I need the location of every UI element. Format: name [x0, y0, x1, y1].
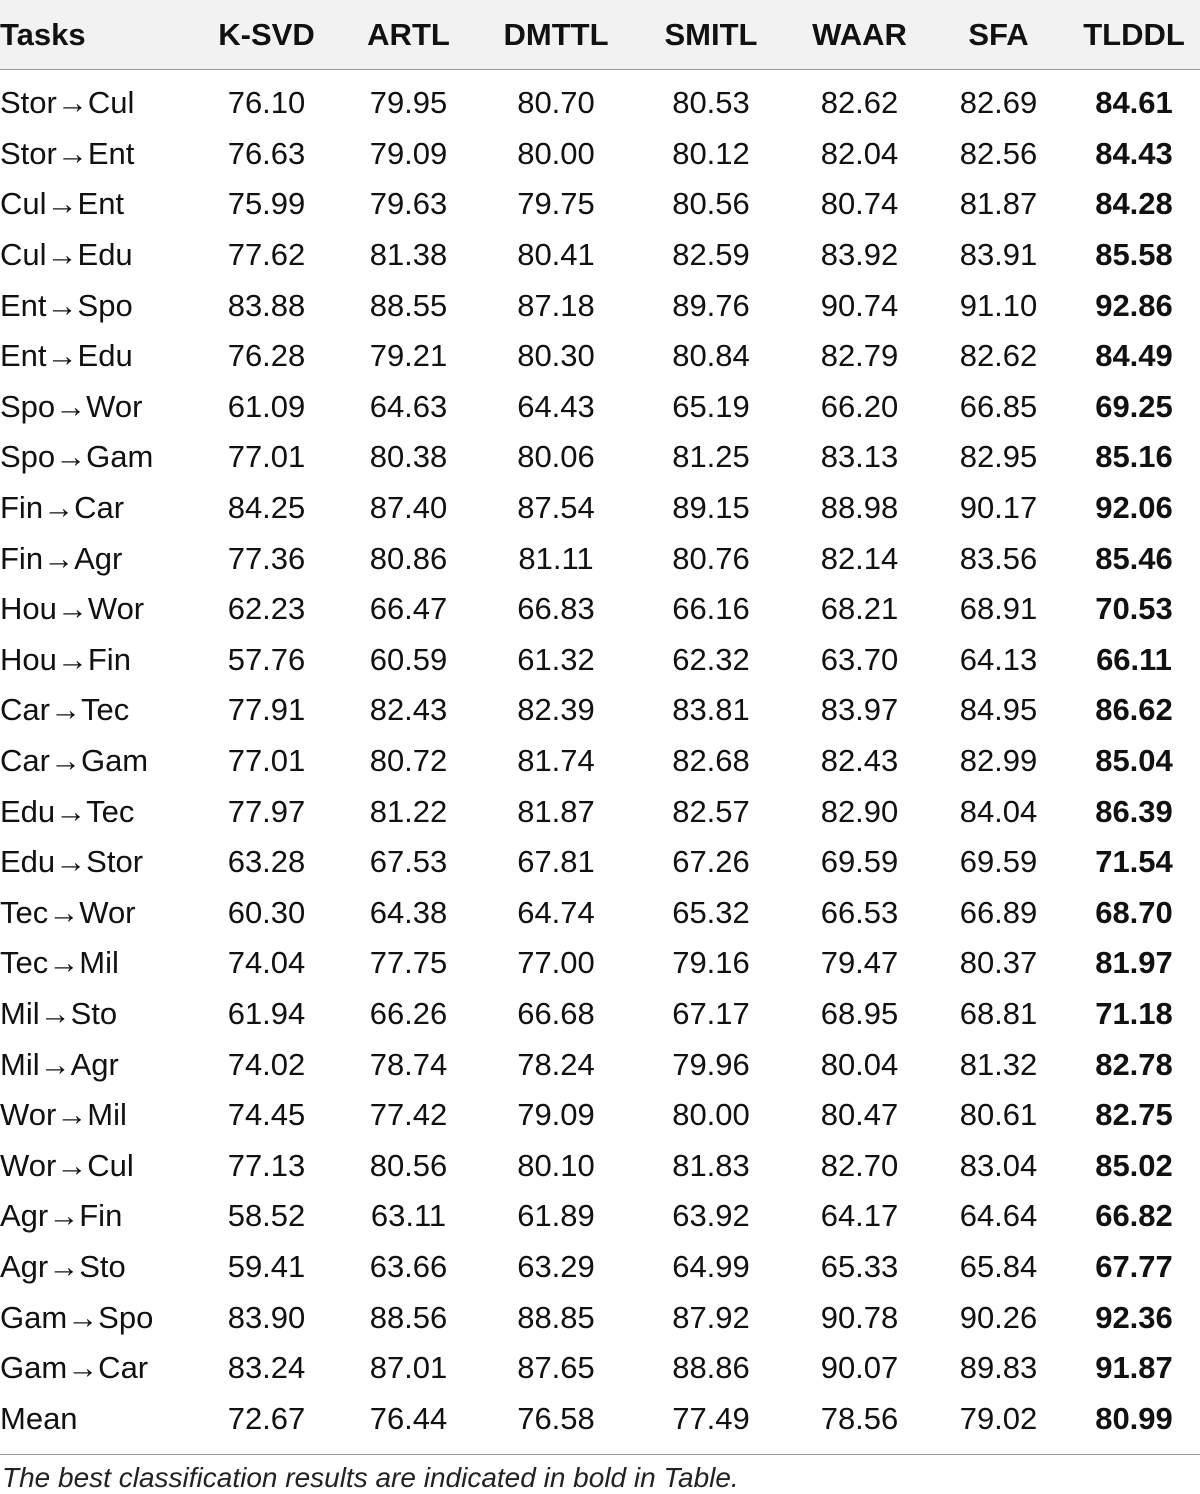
value-cell: 76.58	[517, 1400, 595, 1436]
value-cell: 82.56	[959, 135, 1038, 171]
value-cell: 78.24	[517, 1046, 595, 1082]
value-cell: 74.45	[227, 1097, 306, 1133]
value-cell: 77.00	[517, 945, 595, 981]
value-cell: 83.81	[672, 692, 750, 728]
value-cell: 88.85	[517, 1299, 595, 1335]
value-cell: 81.25	[672, 439, 750, 475]
value-cell: 66.85	[959, 388, 1038, 424]
column-header-ksvd: K-SVD	[218, 17, 315, 52]
value-cell: 80.56	[369, 1147, 448, 1183]
task-cell: Wor→Cul	[0, 1147, 134, 1183]
value-cell: 80.00	[517, 135, 595, 171]
task-cell: Edu→Tec	[0, 793, 135, 829]
value-cell: 84.25	[227, 490, 306, 526]
value-cell: 79.96	[672, 1046, 750, 1082]
value-cell: 88.55	[369, 287, 448, 323]
best-value-cell: 71.18	[1095, 995, 1173, 1031]
best-value-cell: 68.70	[1095, 894, 1173, 930]
value-cell: 83.24	[227, 1350, 306, 1386]
value-cell: 66.53	[820, 894, 899, 930]
value-cell: 89.83	[959, 1350, 1038, 1386]
best-value-cell: 66.11	[1096, 641, 1172, 677]
value-cell: 83.97	[820, 692, 899, 728]
best-value-cell: 82.75	[1095, 1097, 1173, 1133]
task-cell: Stor→Cul	[0, 85, 135, 121]
value-cell: 72.67	[227, 1400, 306, 1436]
best-value-cell: 85.46	[1095, 540, 1173, 576]
task-cell: Fin→Car	[0, 490, 125, 526]
value-cell: 68.91	[959, 591, 1038, 627]
task-cell: Car→Tec	[0, 692, 130, 728]
value-cell: 77.01	[227, 743, 306, 779]
table-row	[0, 1343, 1200, 1394]
value-cell: 79.16	[672, 945, 750, 981]
best-value-cell: 92.36	[1095, 1299, 1173, 1335]
best-value-cell: 69.25	[1095, 388, 1173, 424]
table-row	[0, 129, 1200, 180]
value-cell: 83.92	[820, 237, 899, 273]
value-cell: 80.61	[959, 1097, 1038, 1133]
table-row	[0, 736, 1200, 787]
value-cell: 75.99	[227, 186, 306, 222]
value-cell: 77.36	[227, 540, 306, 576]
task-cell: Ent→Spo	[0, 287, 133, 323]
best-value-cell: 84.28	[1095, 186, 1173, 222]
task-cell: Edu→Stor	[0, 844, 144, 880]
value-cell: 64.63	[369, 388, 448, 424]
best-value-cell: 81.97	[1095, 945, 1173, 981]
value-cell: 82.39	[517, 692, 595, 728]
table-footnote: The best classification results are indicated in bold in Table.	[2, 1462, 739, 1493]
value-cell: 80.76	[672, 540, 750, 576]
value-cell: 89.76	[672, 287, 750, 323]
column-header-smitl: SMITL	[664, 17, 758, 52]
value-cell: 87.92	[672, 1299, 750, 1335]
mean-row	[0, 1393, 1200, 1444]
task-cell: Mil→Agr	[0, 1046, 119, 1082]
value-cell: 79.75	[517, 186, 595, 222]
table-body	[0, 70, 1200, 1444]
value-cell: 66.16	[672, 591, 750, 627]
task-cell: Spo→Gam	[0, 439, 154, 475]
value-cell: 58.52	[227, 1198, 306, 1234]
value-cell: 66.83	[517, 591, 595, 627]
table-row	[0, 432, 1200, 483]
value-cell: 68.21	[820, 591, 899, 627]
value-cell: 59.41	[227, 1248, 306, 1284]
task-cell: Stor→Ent	[0, 135, 135, 171]
value-cell: 80.53	[672, 85, 750, 121]
value-cell: 80.84	[672, 338, 750, 374]
value-cell: 83.04	[959, 1147, 1038, 1183]
table-row	[0, 331, 1200, 382]
value-cell: 61.32	[517, 641, 595, 677]
value-cell: 61.09	[227, 388, 306, 424]
task-cell: Mean	[0, 1400, 78, 1436]
header-row	[0, 0, 1200, 70]
value-cell: 87.40	[369, 490, 448, 526]
value-cell: 88.98	[820, 490, 899, 526]
value-cell: 80.06	[517, 439, 595, 475]
task-cell: Ent→Edu	[0, 338, 133, 374]
value-cell: 90.78	[820, 1299, 899, 1335]
value-cell: 61.89	[517, 1198, 595, 1234]
best-value-cell: 84.61	[1095, 85, 1173, 121]
value-cell: 64.17	[820, 1198, 899, 1234]
value-cell: 90.07	[820, 1350, 899, 1386]
best-value-cell: 70.53	[1095, 591, 1173, 627]
value-cell: 82.79	[820, 338, 899, 374]
task-cell: Spo→Wor	[0, 388, 143, 424]
column-header-sfa: SFA	[968, 17, 1029, 52]
best-value-cell: 92.86	[1095, 287, 1173, 323]
value-cell: 76.63	[227, 135, 306, 171]
value-cell: 79.63	[369, 186, 448, 222]
table-row	[0, 70, 1200, 129]
value-cell: 69.59	[820, 844, 899, 880]
value-cell: 67.26	[672, 844, 750, 880]
value-cell: 87.65	[517, 1350, 595, 1386]
value-cell: 80.37	[959, 945, 1038, 981]
value-cell: 69.59	[959, 844, 1038, 880]
value-cell: 87.54	[517, 490, 595, 526]
best-value-cell: 71.54	[1095, 844, 1173, 880]
value-cell: 80.10	[517, 1147, 595, 1183]
value-cell: 60.30	[227, 894, 306, 930]
task-cell: Gam→Spo	[0, 1299, 154, 1335]
value-cell: 83.90	[227, 1299, 306, 1335]
value-cell: 80.72	[369, 743, 448, 779]
value-cell: 77.01	[227, 439, 306, 475]
value-cell: 79.09	[369, 135, 448, 171]
best-value-cell: 85.04	[1095, 743, 1173, 779]
value-cell: 81.87	[959, 186, 1038, 222]
value-cell: 87.01	[369, 1350, 448, 1386]
best-value-cell: 82.78	[1095, 1046, 1173, 1082]
table-row	[0, 685, 1200, 736]
table-row	[0, 533, 1200, 584]
value-cell: 84.95	[959, 692, 1038, 728]
value-cell: 63.29	[517, 1248, 595, 1284]
value-cell: 89.15	[672, 490, 750, 526]
table-row	[0, 584, 1200, 635]
value-cell: 80.86	[369, 540, 448, 576]
value-cell: 82.62	[959, 338, 1038, 374]
task-cell: Cul→Ent	[0, 186, 125, 222]
value-cell: 60.59	[369, 641, 448, 677]
value-cell: 76.28	[227, 338, 306, 374]
value-cell: 88.56	[369, 1299, 448, 1335]
value-cell: 63.92	[672, 1198, 750, 1234]
value-cell: 67.81	[517, 844, 595, 880]
value-cell: 63.11	[370, 1198, 447, 1234]
value-cell: 66.26	[369, 995, 448, 1031]
value-cell: 63.28	[227, 844, 306, 880]
task-cell: Tec→Mil	[0, 945, 119, 981]
value-cell: 82.69	[959, 85, 1038, 121]
value-cell: 82.59	[672, 237, 750, 273]
value-cell: 82.95	[959, 439, 1038, 475]
value-cell: 82.43	[369, 692, 448, 728]
value-cell: 80.04	[820, 1046, 899, 1082]
column-header-tlddl: TLDDL	[1083, 17, 1185, 52]
column-header-waar: WAAR	[812, 17, 907, 52]
value-cell: 77.42	[369, 1097, 448, 1133]
value-cell: 80.41	[517, 237, 595, 273]
value-cell: 82.68	[672, 743, 750, 779]
value-cell: 66.47	[369, 591, 448, 627]
value-cell: 81.22	[369, 793, 448, 829]
value-cell: 65.19	[672, 388, 750, 424]
value-cell: 81.32	[959, 1046, 1038, 1082]
value-cell: 65.33	[820, 1248, 899, 1284]
value-cell: 63.66	[369, 1248, 448, 1284]
value-cell: 82.57	[672, 793, 750, 829]
value-cell: 65.84	[959, 1248, 1038, 1284]
value-cell: 77.91	[227, 692, 306, 728]
table-row	[0, 837, 1200, 888]
value-cell: 84.04	[959, 793, 1038, 829]
value-cell: 80.38	[369, 439, 448, 475]
value-cell: 64.99	[672, 1248, 750, 1284]
value-cell: 68.81	[959, 995, 1038, 1031]
value-cell: 63.70	[820, 641, 899, 677]
value-cell: 74.02	[227, 1046, 306, 1082]
value-cell: 81.38	[369, 237, 448, 273]
best-value-cell: 85.58	[1095, 237, 1173, 273]
value-cell: 77.13	[227, 1147, 306, 1183]
task-cell: Hou→Wor	[0, 591, 145, 627]
value-cell: 82.90	[820, 793, 899, 829]
value-cell: 83.88	[227, 287, 306, 323]
value-cell: 91.10	[959, 287, 1038, 323]
value-cell: 79.95	[369, 85, 448, 121]
value-cell: 68.95	[820, 995, 899, 1031]
value-cell: 83.13	[820, 439, 899, 475]
value-cell: 64.74	[517, 894, 595, 930]
value-cell: 82.62	[820, 85, 899, 121]
value-cell: 81.11	[518, 540, 594, 576]
task-cell: Hou→Fin	[0, 641, 131, 677]
table-row	[0, 483, 1200, 534]
task-cell: Agr→Fin	[0, 1198, 123, 1234]
value-cell: 80.70	[517, 85, 595, 121]
value-cell: 78.56	[820, 1400, 899, 1436]
value-cell: 77.75	[369, 945, 448, 981]
value-cell: 90.17	[959, 490, 1038, 526]
value-cell: 64.64	[959, 1198, 1038, 1234]
table-row	[0, 786, 1200, 837]
task-cell: Tec→Wor	[0, 894, 136, 930]
value-cell: 77.62	[227, 237, 306, 273]
best-value-cell: 85.02	[1095, 1147, 1173, 1183]
column-header-dmttl: DMTTL	[503, 17, 609, 52]
value-cell: 77.97	[227, 793, 306, 829]
table-row	[0, 1090, 1200, 1141]
value-cell: 82.04	[820, 135, 899, 171]
value-cell: 78.74	[369, 1046, 448, 1082]
value-cell: 66.89	[959, 894, 1038, 930]
value-cell: 80.12	[672, 135, 750, 171]
task-cell: Fin→Agr	[0, 540, 123, 576]
column-header-tasks: Tasks	[0, 17, 86, 52]
table-row	[0, 938, 1200, 989]
table-row	[0, 989, 1200, 1040]
value-cell: 81.74	[517, 743, 595, 779]
value-cell: 88.86	[672, 1350, 750, 1386]
value-cell: 80.00	[672, 1097, 750, 1133]
table-row	[0, 1191, 1200, 1242]
value-cell: 83.56	[959, 540, 1038, 576]
value-cell: 80.47	[820, 1097, 899, 1133]
value-cell: 76.10	[227, 85, 306, 121]
value-cell: 76.44	[369, 1400, 448, 1436]
table-row	[0, 382, 1200, 433]
table-row	[0, 888, 1200, 939]
task-cell: Gam→Car	[0, 1350, 149, 1386]
table-row	[0, 179, 1200, 230]
value-cell: 82.99	[959, 743, 1038, 779]
value-cell: 82.70	[820, 1147, 899, 1183]
best-value-cell: 86.62	[1095, 692, 1173, 728]
value-cell: 66.20	[820, 388, 899, 424]
value-cell: 77.49	[672, 1400, 750, 1436]
value-cell: 64.38	[369, 894, 448, 930]
value-cell: 90.26	[959, 1299, 1038, 1335]
value-cell: 81.83	[672, 1147, 750, 1183]
best-value-cell: 67.77	[1095, 1248, 1173, 1284]
value-cell: 82.14	[820, 540, 899, 576]
value-cell: 90.74	[820, 287, 899, 323]
best-value-cell: 66.82	[1095, 1198, 1173, 1234]
value-cell: 61.94	[227, 995, 306, 1031]
value-cell: 79.02	[959, 1400, 1038, 1436]
table-row	[0, 635, 1200, 686]
value-cell: 81.87	[517, 793, 595, 829]
table-row	[0, 280, 1200, 331]
task-cell: Car→Gam	[0, 743, 149, 779]
value-cell: 74.04	[227, 945, 306, 981]
value-cell: 80.74	[820, 186, 899, 222]
task-cell: Cul→Edu	[0, 237, 133, 273]
table-row	[0, 1140, 1200, 1191]
value-cell: 80.30	[517, 338, 595, 374]
value-cell: 65.32	[672, 894, 750, 930]
value-cell: 66.68	[517, 995, 595, 1031]
value-cell: 67.53	[369, 844, 448, 880]
bottom-rule	[0, 1454, 1200, 1455]
best-value-cell: 92.06	[1095, 490, 1173, 526]
task-cell: Mil→Sto	[0, 995, 118, 1031]
table-row	[0, 1242, 1200, 1293]
best-value-cell: 84.43	[1095, 135, 1173, 171]
value-cell: 62.32	[672, 641, 750, 677]
task-cell: Wor→Mil	[0, 1097, 127, 1133]
table-row	[0, 230, 1200, 281]
best-value-cell: 86.39	[1095, 793, 1173, 829]
task-cell: Agr→Sto	[0, 1248, 126, 1284]
best-value-cell: 91.87	[1095, 1350, 1173, 1386]
value-cell: 64.13	[959, 641, 1038, 677]
column-header-artl: ARTL	[367, 17, 450, 52]
table-row	[0, 1039, 1200, 1090]
value-cell: 79.21	[369, 338, 448, 374]
value-cell: 83.91	[959, 237, 1038, 273]
value-cell: 79.47	[820, 945, 899, 981]
value-cell: 80.56	[672, 186, 750, 222]
value-cell: 64.43	[517, 388, 595, 424]
value-cell: 82.43	[820, 743, 899, 779]
best-value-cell: 84.49	[1095, 338, 1173, 374]
value-cell: 79.09	[517, 1097, 595, 1133]
best-value-cell: 85.16	[1095, 439, 1173, 475]
value-cell: 62.23	[227, 591, 306, 627]
best-value-cell: 80.99	[1095, 1400, 1173, 1436]
value-cell: 57.76	[227, 641, 306, 677]
value-cell: 87.18	[517, 287, 595, 323]
value-cell: 67.17	[672, 995, 750, 1031]
table-row	[0, 1292, 1200, 1343]
